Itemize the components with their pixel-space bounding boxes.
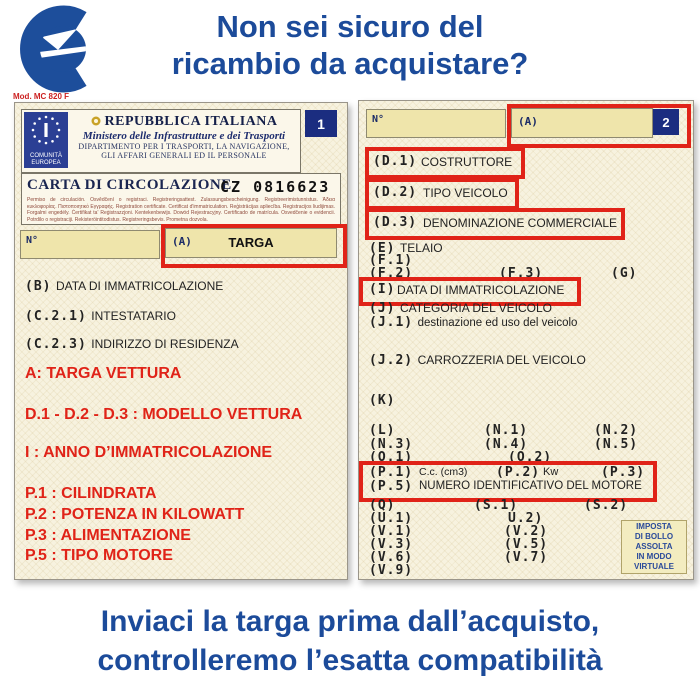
d3-code: (D.3) (373, 215, 418, 230)
footer-message (0, 602, 700, 680)
doc2-cell-o1: (O.1) (369, 450, 414, 465)
annotation-modello: D.1 - D.2 - D.3 : MODELLO VETTURA (25, 406, 303, 423)
doc2-a-field (511, 108, 653, 138)
p2-label: Kw (543, 466, 559, 478)
page-title-line2: ricambio da acquistare? (171, 46, 529, 81)
carta-title: CARTA DI CIRCOLAZIONE (27, 177, 232, 193)
p1-label: C.c. (cm3) (419, 466, 468, 478)
doc1-n-label: N° (26, 235, 39, 246)
doc2-a-code: (A) (518, 115, 538, 128)
p5-label: NUMERO IDENTIFICATIVO DEL MOTORE (419, 480, 642, 492)
doc2-d3-highlight (365, 208, 625, 240)
annotation-targa: A: TARGA VETTURA (25, 365, 182, 382)
doc2-cell-o2: (O.2) (508, 450, 553, 465)
annotation-tipo-motore: P.5 : TIPO MOTORE (25, 547, 173, 564)
page1-number-badge: 1 (305, 110, 337, 137)
footer-line1: Inviaci la targa prima dall’acquisto, (100, 605, 600, 638)
doc2-cell-v2: (V.2) (504, 524, 549, 539)
i-code: (I) (369, 282, 396, 297)
d3-label: DENOMINAZIONE COMMERCIALE (423, 216, 618, 230)
footer-line2: controlleremo l’esatta compatibilità (97, 644, 603, 677)
doc2-cell-q: (Q) (369, 498, 396, 513)
doc2-row-j: (J) CATEGORIA DEL VEICOLO (369, 301, 552, 316)
page2-number-badge: 2 (653, 109, 679, 135)
ministry-line: Ministero delle Infrastrutture e dei Trasporti (82, 130, 286, 142)
doc2-row-e: (E) TELAIO (369, 241, 443, 256)
doc2-row-f2: (F.2) (369, 266, 414, 281)
annotation-cilindrata: P.1 : CILINDRATA (25, 485, 157, 502)
i-label: DATA DI IMMATRICOLAZIONE (397, 283, 565, 297)
imposta-stamp: IMPOSTA DI BOLLO ASSOLTA IN MODO VIRTUALE (621, 520, 687, 574)
d1-label: COSTRUTTORE (421, 155, 513, 169)
doc2-row-g: (G) (611, 266, 638, 281)
doc1-n-field (20, 230, 160, 259)
annotation-anno: I : ANNO D’IMMATRICOLAZIONE (25, 444, 273, 461)
eu-emblem (24, 112, 68, 168)
doc2-row-k: (K) (369, 393, 396, 408)
d2-code: (D.2) (373, 185, 418, 200)
doc1-a-code: (A) (172, 235, 192, 248)
p1-code: (P.1) (369, 465, 414, 480)
multilanguage-text: Permiso de circulación. Osvědčení o registraci. Registreringsattest. Zulassungsbescheinigung. Registreerimistunnistus. Άδεια κυκλοφορίας. Πιστοποιητικό Εγγραφής. Registration certificate. Certificat d'immatriculation. Reģistrācijas apliecība. Registracijos liudijimas. Forgalmi engedély. Ċertifikat ta' Reġistrazzjoni. Kentekenbewijs. Dowód Rejestracyjny. Certificado de matrícula. Osvedčenie o evidencii. Potrdilo o registraciji. Rekisteröintitodistus. Registreringsbevis. Prometna dozvola. (27, 197, 335, 223)
doc1-row-c21: (C.2.1) INTESTATARIO (25, 309, 176, 324)
doc2-cell-v5: (V.5) (504, 537, 549, 552)
doc2-row-f3: (F.3) (499, 266, 544, 281)
doc2-n-label: N° (372, 114, 385, 125)
doc2-cell-v7: (V.7) (504, 550, 549, 565)
annotation-alimentazione: P.3 : ALIMENTAZIONE (25, 527, 191, 544)
doc2-cell-u2: U.2) (508, 511, 544, 526)
doc2-row-j1: (J.1) destinazione ed uso del veicolo (369, 315, 578, 330)
doc2-d2-highlight (365, 178, 519, 210)
carta-serial: CZ 0816623 (220, 178, 331, 196)
doc2-cell-v3: (V.3) (369, 537, 414, 552)
doc1-a-field (165, 228, 337, 258)
doc2-a-highlight (507, 104, 691, 148)
dept-line1: DIPARTIMENTO PER I TRASPORTI, LA NAVIGAZIONE, (78, 142, 290, 151)
doc2-p-highlight (359, 461, 657, 502)
doc2-cell-s2: (S.2) (584, 498, 629, 513)
doc2-cell-v9: (V.9) (369, 563, 414, 578)
eu-label-line1: COMUNITÀ (30, 153, 62, 159)
dept-line2: GLI AFFARI GENERALI ED IL PERSONALE (101, 151, 267, 160)
registration-card-page2 (358, 100, 694, 580)
doc1-mod-label: Mod. MC 820 F (13, 92, 70, 101)
registration-card-page1 (14, 102, 348, 580)
d2-label: TIPO VEICOLO (423, 186, 508, 200)
doc2-cell-u1: (U.1) (369, 511, 414, 526)
doc2-cell-l: (L) (369, 423, 396, 438)
doc2-cell-n2: (N.2) (594, 423, 639, 438)
doc2-cell-n4: (N.4) (484, 437, 529, 452)
eu-label-line2: EUROPEA (31, 160, 61, 166)
doc2-cell-v1: (V.1) (369, 524, 414, 539)
doc2-row-f1: (F.1) (369, 253, 414, 268)
p5-code: (P.5) (369, 479, 414, 494)
doc2-cell-n3: (N.3) (369, 437, 414, 452)
doc2-cell-s1: (S.1) (474, 498, 519, 513)
doc2-cell-n1: (N.1) (484, 423, 529, 438)
doc1-row-b: (B) DATA DI IMMATRICOLAZIONE (25, 279, 224, 294)
carta-box (21, 173, 341, 225)
republic-title: REPUBBLICA ITALIANA (72, 114, 296, 130)
doc1-row-c23: (C.2.3) INDIRIZZO DI RESIDENZA (25, 337, 239, 352)
doc2-row-j2: (J.2) CARROZZERIA DEL VEICOLO (369, 353, 586, 368)
page-title (0, 8, 700, 82)
annotation-potenza: P.2 : POTENZA IN KILOWATT (25, 506, 245, 523)
p3-code: (P.3) (601, 465, 646, 480)
eu-stars-icon (24, 112, 68, 148)
doc1-header-box (21, 109, 301, 173)
p2-code: (P.2) (496, 465, 541, 480)
doc2-d1-highlight (365, 147, 525, 179)
doc1-targa-highlight (161, 224, 347, 268)
doc1-header-text (72, 114, 296, 160)
italy-emblem-icon (91, 116, 101, 126)
doc2-cell-v6: (V.6) (369, 550, 414, 565)
d1-code: (D.1) (373, 154, 418, 169)
doc1-a-label: TARGA (228, 235, 274, 250)
doc2-cell-n5: (N.5) (594, 437, 639, 452)
doc2-n-field (366, 109, 506, 138)
page-title-line1: Non sei sicuro del (216, 9, 484, 44)
